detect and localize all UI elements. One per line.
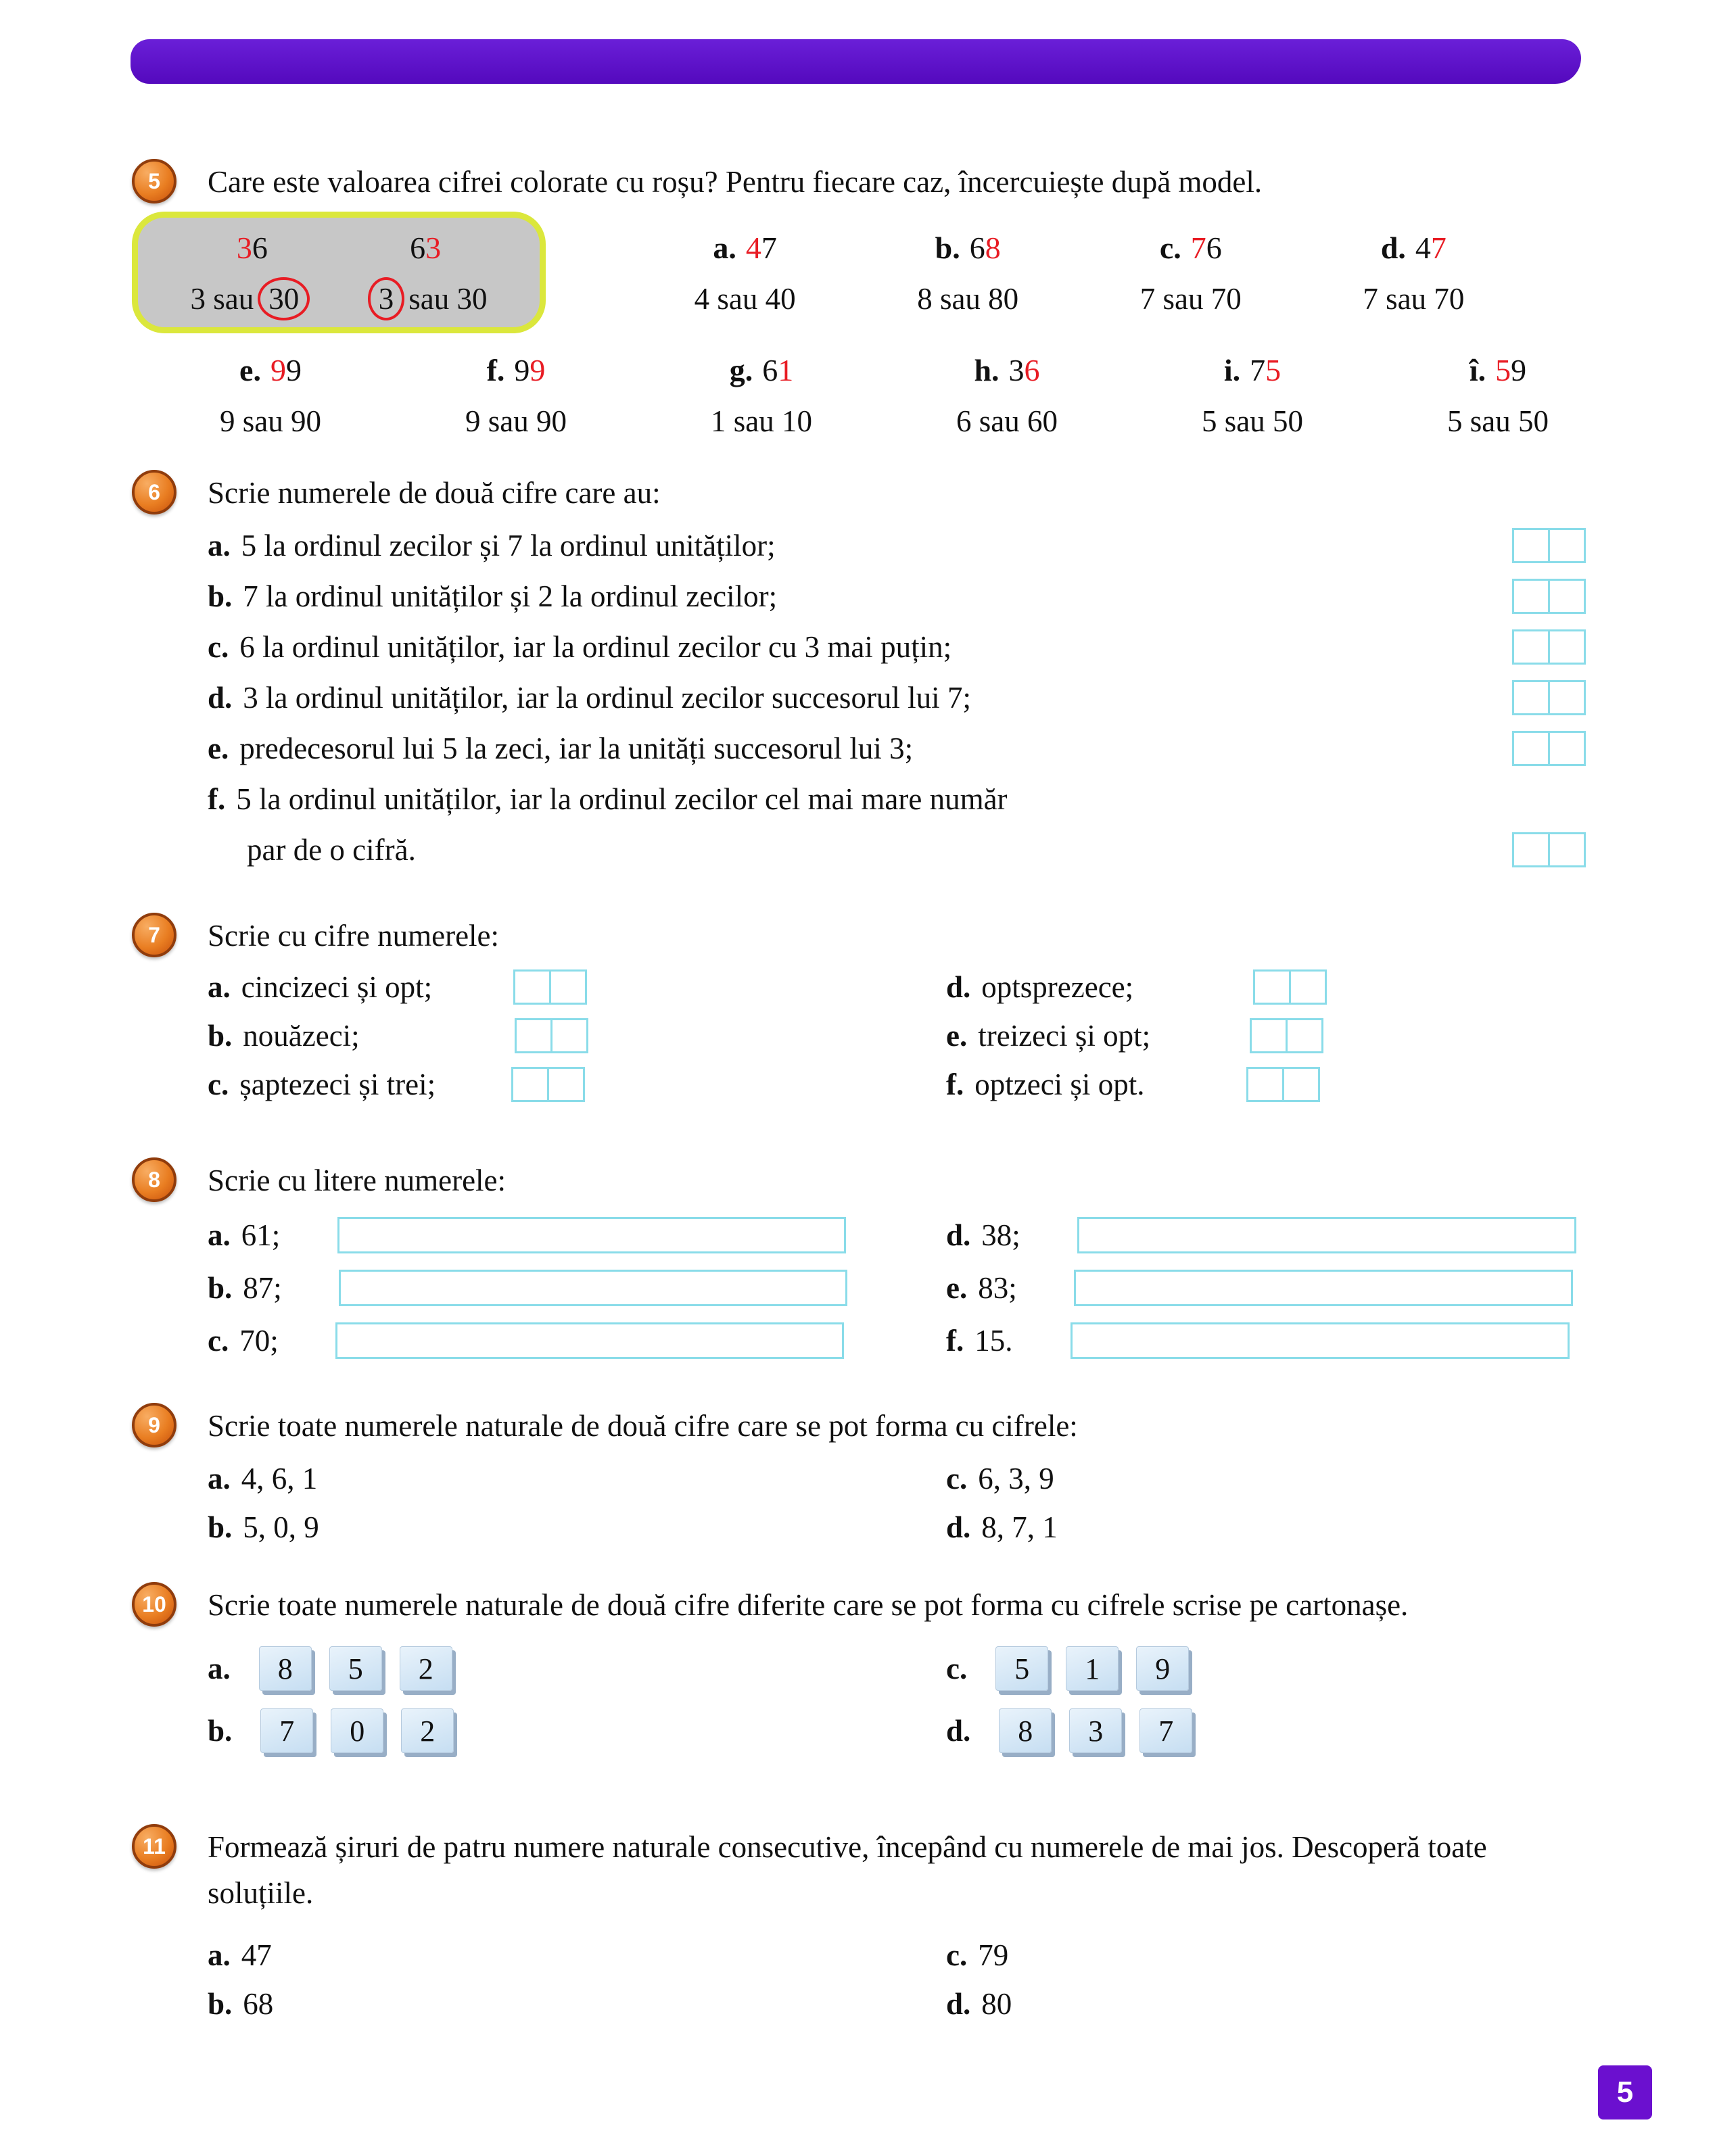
exercise-7-section: [132, 913, 1586, 1109]
digit-black: 6: [762, 353, 778, 387]
digit-card: 7: [1139, 1708, 1192, 1753]
answer-cell[interactable]: [1512, 832, 1550, 867]
answer-cell[interactable]: [1548, 680, 1586, 715]
item-label: a.: [713, 231, 736, 265]
item-label: a.: [208, 1652, 231, 1685]
item-text: 5 la ordinul zecilor și 7 la ordinul unităților;: [241, 528, 776, 562]
colored-number: [1202, 344, 1303, 397]
digit-black: 6: [1206, 231, 1222, 265]
list-item: [946, 1270, 1573, 1306]
model-example: [364, 222, 488, 323]
exercise-title: Formează șiruri de patru numere naturale consecutive, începând cu numerele de mai jos. Descoperă toate soluțiile.: [208, 1830, 1487, 1910]
exercise-badge: 10: [132, 1582, 177, 1627]
list-item: [208, 1510, 946, 1545]
digit-red: 4: [745, 231, 761, 265]
item-label: i.: [1223, 353, 1241, 387]
item-label: c.: [208, 1324, 229, 1358]
item-label: b.: [935, 231, 960, 265]
exercise-8-section: [132, 1157, 1586, 1367]
list-item: [208, 723, 1586, 773]
digit-red: 1: [778, 353, 794, 387]
answer-box[interactable]: [1512, 528, 1586, 563]
list-item: [208, 1067, 946, 1102]
digit-card: 2: [401, 1708, 454, 1753]
item-text: 5 la ordinul unităților, iar la ordinul zecilor cel mai mare număr: [236, 782, 1008, 816]
item-label: b.: [208, 1510, 233, 1544]
digit-card: 8: [259, 1646, 312, 1691]
exercise-10-section: [132, 1582, 1586, 1762]
item-label: b.: [208, 1987, 233, 2021]
exercise-badge: 5: [132, 159, 177, 203]
item-text: 6 la ordinul unităților, iar la ordinul zecilor cu 3 mai puțin;: [239, 629, 952, 664]
ex5-item-e: [220, 344, 321, 446]
answer-cell[interactable]: [1250, 1018, 1288, 1053]
item-text: par de o cifră.: [247, 832, 416, 867]
digit-card: 0: [331, 1708, 383, 1753]
answer-box[interactable]: [515, 1018, 588, 1053]
exercise-badge: 11: [132, 1824, 177, 1869]
answer-cell[interactable]: [547, 1067, 585, 1102]
item-label: d.: [946, 1714, 971, 1748]
answer-cell[interactable]: [511, 1067, 549, 1102]
digit-card: 2: [400, 1646, 452, 1691]
digit-red: 3: [236, 231, 252, 265]
list-item: [208, 1646, 946, 1691]
answer-cell[interactable]: [1289, 969, 1327, 1005]
answer-box[interactable]: [513, 969, 587, 1005]
item-label: e.: [208, 731, 229, 765]
item-label: h.: [974, 353, 999, 387]
answer-cell[interactable]: [550, 1018, 588, 1053]
answer-box[interactable]: [1250, 1018, 1323, 1053]
exercise-title: Scrie toate numerele naturale de două cifre diferite care se pot forma cu cifrele scrise pe cartonașe.: [208, 1588, 1409, 1622]
colored-number: [364, 222, 488, 274]
red-circle-answer: 30: [258, 277, 310, 320]
list-item: [946, 1322, 1570, 1359]
page-number-badge: 5: [1598, 2065, 1652, 2119]
item-label: f.: [486, 353, 505, 387]
list-item: [208, 1270, 946, 1306]
item-label: î.: [1469, 353, 1486, 387]
digit-red: 6: [1024, 353, 1040, 387]
list-item: [946, 1646, 1189, 1691]
list-item: [208, 773, 1586, 824]
digit-red: 7: [1190, 231, 1206, 265]
item-label: f.: [946, 1324, 964, 1358]
list-item: [946, 969, 1327, 1005]
digit-card: 7: [260, 1708, 313, 1753]
digit-black: 6: [410, 231, 426, 265]
ex5-item-a: [695, 222, 796, 323]
digit-black: 6: [969, 231, 985, 265]
answer-options[interactable]: 9 sau 90: [465, 404, 567, 438]
list-item: [208, 672, 1586, 723]
answer-cell[interactable]: [1548, 731, 1586, 766]
answer-cell[interactable]: [1512, 579, 1550, 614]
list-item: [946, 1986, 1012, 2021]
item-label: d.: [946, 1987, 971, 2021]
exercise-title: Care este valoarea cifrei colorate cu roșu? Pentru fiecare caz, încercuiește după model.: [208, 165, 1263, 199]
option-text: 3 sau: [190, 282, 254, 316]
exercise-badge: 7: [132, 913, 177, 957]
list-item: [208, 621, 1586, 672]
digit-black: 7: [1250, 353, 1266, 387]
digit-black: 9: [514, 353, 530, 387]
ex5-item-h: [956, 344, 1058, 446]
item-text: 83;: [978, 1271, 1017, 1305]
answer-options[interactable]: 4 sau 40: [694, 282, 796, 316]
list-item: [208, 571, 1586, 621]
item-text: 47: [241, 1938, 272, 1972]
answer-cell[interactable]: [1548, 629, 1586, 665]
option-text: sau 30: [408, 282, 488, 316]
item-text: 6, 3, 9: [978, 1462, 1054, 1495]
list-item: [946, 1708, 1192, 1753]
answer-cell[interactable]: [1548, 832, 1586, 867]
item-label: e.: [946, 1019, 968, 1053]
colored-number: [1140, 222, 1242, 274]
answer-cell[interactable]: [1548, 528, 1586, 563]
item-label: b.: [208, 1019, 233, 1053]
colored-number: [711, 344, 812, 397]
list-item: [208, 969, 946, 1005]
digit-red: 9: [270, 353, 286, 387]
item-label: c.: [208, 629, 229, 664]
digit-card: 3: [1069, 1708, 1122, 1753]
list-item: [208, 1461, 946, 1496]
digit-black: 4: [1415, 231, 1431, 265]
ex5-item-f: [465, 344, 567, 446]
item-text: 4, 6, 1: [241, 1462, 318, 1495]
item-label: d.: [946, 1218, 971, 1252]
exercise-title: Scrie toate numerele naturale de două cifre care se pot forma cu cifrele:: [208, 1409, 1078, 1443]
colored-number: [917, 222, 1018, 274]
answer-cell[interactable]: [1512, 680, 1550, 715]
answer-options[interactable]: 8 sau 80: [917, 282, 1019, 316]
list-item: [946, 1018, 1323, 1053]
exercise-11-section: [132, 1824, 1586, 2028]
item-label: f.: [208, 782, 226, 816]
item-text: 68: [243, 1987, 274, 2021]
list-item: [946, 1510, 1058, 1545]
item-text: 7 la ordinul unităților și 2 la ordinul zecilor;: [243, 579, 778, 613]
item-label: a.: [208, 1462, 231, 1495]
ex5-item-b: [917, 222, 1018, 323]
answer-cell[interactable]: [515, 1018, 552, 1053]
header-bar: [131, 39, 1581, 84]
exercise-badge: 6: [132, 470, 177, 514]
item-label: d.: [946, 1510, 971, 1544]
list-item: [208, 1322, 946, 1359]
red-circle-answer: 3: [368, 277, 405, 320]
item-label: b.: [208, 579, 233, 613]
digit-red: 8: [985, 231, 1001, 265]
item-label: b.: [208, 1271, 233, 1305]
item-label: a.: [208, 1938, 231, 1972]
item-text: 61;: [241, 1218, 281, 1252]
list-item: [208, 1938, 946, 1973]
digit-card: 5: [995, 1646, 1048, 1691]
item-text: nouăzeci;: [243, 1019, 360, 1053]
list-item: [946, 1461, 1054, 1496]
answer-box[interactable]: [1512, 832, 1586, 867]
item-text: 87;: [243, 1271, 282, 1305]
item-label: c.: [946, 1462, 968, 1495]
item-label: a.: [208, 970, 231, 1004]
item-label: c.: [946, 1938, 968, 1972]
ex5-item-d: [1363, 222, 1464, 323]
item-text: 3 la ordinul unităților, iar la ordinul zecilor succesorul lui 7;: [243, 680, 971, 715]
colored-number: [220, 344, 321, 397]
answer-options[interactable]: 7 sau 70: [1139, 282, 1242, 316]
item-text: 38;: [981, 1218, 1020, 1252]
answer-box[interactable]: [1512, 680, 1586, 715]
digit-black: 9: [285, 353, 302, 387]
answer-box[interactable]: [1512, 579, 1586, 614]
item-text: optzeci și opt.: [974, 1068, 1145, 1101]
answer-cell[interactable]: [1253, 969, 1291, 1005]
exercise-9-section: [132, 1403, 1586, 1552]
answer-box[interactable]: [1253, 969, 1327, 1005]
answer-line-box[interactable]: [1077, 1217, 1576, 1253]
answer-box[interactable]: [1246, 1067, 1320, 1102]
exercise-title: Scrie numerele de două cifre care au:: [208, 476, 661, 510]
digit-card: 5: [329, 1646, 382, 1691]
ex5-item-i: [1202, 344, 1303, 446]
list-item-continuation: [208, 824, 1586, 875]
answer-line-box[interactable]: [337, 1217, 846, 1253]
ex5-item-c: [1140, 222, 1242, 323]
item-label: f.: [946, 1068, 964, 1101]
item-label: c.: [1159, 231, 1181, 265]
item-label: a.: [208, 1218, 231, 1252]
item-text: 79: [978, 1938, 1009, 1972]
item-text: 5, 0, 9: [243, 1510, 319, 1544]
digit-red: 7: [1430, 231, 1446, 265]
colored-number: [191, 222, 314, 274]
item-text: 15.: [974, 1324, 1013, 1358]
item-label: d.: [1380, 231, 1406, 265]
model-box: [132, 212, 546, 333]
item-label: c.: [946, 1652, 968, 1685]
list-item: [208, 1986, 946, 2021]
item-text: 70;: [239, 1324, 279, 1358]
list-item: [208, 1217, 946, 1253]
exercise-title: Scrie cu litere numerele:: [208, 1164, 507, 1197]
answer-cell[interactable]: [549, 969, 587, 1005]
answer-options: [191, 274, 314, 323]
answer-cell[interactable]: [1246, 1067, 1284, 1102]
digit-red: 5: [1495, 353, 1511, 387]
answer-cell[interactable]: [1282, 1067, 1320, 1102]
item-label: g.: [729, 353, 753, 387]
answer-line-box[interactable]: [1074, 1270, 1573, 1306]
answer-cell[interactable]: [1512, 629, 1550, 665]
item-label: a.: [208, 528, 231, 562]
item-label: c.: [208, 1068, 229, 1101]
exercise-badge: 8: [132, 1157, 177, 1202]
item-label: d.: [208, 680, 233, 715]
answer-options[interactable]: 1 sau 10: [711, 404, 812, 438]
digit-red: 3: [425, 231, 442, 265]
item-text: cincizeci și opt;: [241, 970, 433, 1004]
answer-options[interactable]: 5 sau 50: [1202, 404, 1303, 438]
digit-card: 8: [999, 1708, 1052, 1753]
list-item: [946, 1938, 1008, 1973]
list-item: [208, 1018, 946, 1053]
answer-box[interactable]: [1512, 629, 1586, 665]
colored-number: [695, 222, 796, 274]
digit-black: 9: [1511, 353, 1527, 387]
digit-black: 3: [1008, 353, 1025, 387]
item-label: e.: [239, 353, 261, 387]
item-text: 80: [981, 1987, 1012, 2021]
list-item: [946, 1067, 1320, 1102]
exercise-title: Scrie cu cifre numerele:: [208, 919, 500, 953]
ex5-item-g: [711, 344, 812, 446]
item-label: d.: [946, 970, 971, 1004]
exercise-badge: 9: [132, 1403, 177, 1447]
answer-options[interactable]: 7 sau 70: [1363, 282, 1465, 316]
list-item: [208, 1708, 946, 1753]
exercise-5-section: [132, 159, 1586, 446]
answer-cell[interactable]: [1512, 731, 1550, 766]
answer-cell[interactable]: [1548, 579, 1586, 614]
answer-options[interactable]: 6 sau 60: [956, 404, 1058, 438]
colored-number: [1447, 344, 1549, 397]
item-text: treizeci și opt;: [978, 1019, 1151, 1053]
ex5-item-icirc: [1447, 344, 1549, 446]
list-item: [208, 520, 1586, 571]
item-text: șaptezeci și trei;: [239, 1068, 436, 1101]
answer-options: [364, 274, 488, 323]
answer-options[interactable]: 9 sau 90: [220, 404, 321, 438]
answer-line-box[interactable]: [339, 1270, 847, 1306]
digit-black: 7: [761, 231, 777, 265]
item-label: b.: [208, 1714, 233, 1748]
colored-number: [1363, 222, 1464, 274]
item-label: e.: [946, 1271, 968, 1305]
digit-red: 9: [530, 353, 546, 387]
exercise-6-section: [132, 470, 1586, 875]
colored-number: [465, 344, 567, 397]
answer-line-box[interactable]: [335, 1322, 844, 1359]
answer-box[interactable]: [1512, 731, 1586, 766]
colored-number: [956, 344, 1058, 397]
answer-cell[interactable]: [513, 969, 551, 1005]
answer-line-box[interactable]: [1071, 1322, 1570, 1359]
answer-box[interactable]: [511, 1067, 585, 1102]
digit-card: 9: [1136, 1646, 1189, 1691]
answer-cell[interactable]: [1512, 528, 1550, 563]
item-text: 8, 7, 1: [981, 1510, 1058, 1544]
digit-card: 1: [1066, 1646, 1119, 1691]
answer-cell[interactable]: [1286, 1018, 1323, 1053]
digit-black: 6: [252, 231, 268, 265]
model-example: [191, 222, 314, 323]
list-item: [946, 1217, 1576, 1253]
answer-options[interactable]: 5 sau 50: [1447, 404, 1549, 438]
digit-red: 5: [1265, 353, 1281, 387]
item-text: optsprezece;: [981, 970, 1134, 1004]
item-text: predecesorul lui 5 la zeci, iar la unități succesorul lui 3;: [239, 731, 914, 765]
